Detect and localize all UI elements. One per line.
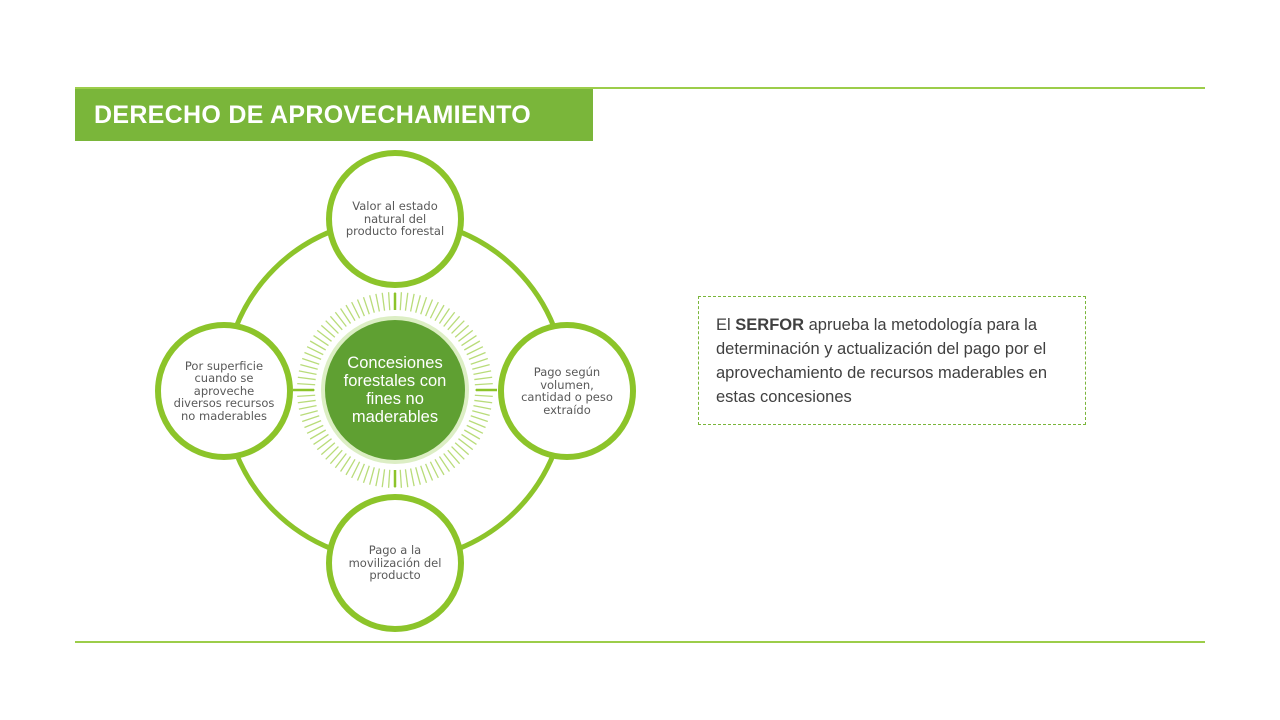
sunburst-tick <box>376 294 380 312</box>
sunburst-tick <box>405 293 407 311</box>
sunburst-tick <box>382 469 384 487</box>
sunburst-tick <box>304 421 321 428</box>
sunburst-tick <box>302 358 319 364</box>
sunburst-tick <box>416 295 421 312</box>
sunburst-tick <box>299 406 317 410</box>
center-circle <box>325 320 465 460</box>
sunburst-tick <box>300 365 317 370</box>
sunburst-tick <box>474 377 492 379</box>
sunburst-tick <box>298 377 316 379</box>
sunburst-tick <box>363 466 369 483</box>
note-box <box>698 296 1086 425</box>
sunburst-tick <box>469 352 486 359</box>
sunburst-tick <box>475 395 493 396</box>
sunburst-tick <box>357 299 364 316</box>
sunburst-tick <box>411 294 415 312</box>
center-label: Concesiones forestales con fines no maderables <box>343 354 447 426</box>
sunburst-tick <box>471 416 488 422</box>
sunburst-tick <box>382 293 384 311</box>
sunburst-tick <box>400 470 401 488</box>
sunburst-tick <box>472 365 489 370</box>
sunburst-tick <box>299 371 317 375</box>
note-text <box>716 313 1075 409</box>
sunburst-tick <box>389 470 390 488</box>
node-left-label: Por superficie cuando se aproveche diversos recursos no maderables <box>173 358 275 423</box>
sunburst-tick <box>400 292 401 310</box>
sunburst-tick <box>416 467 421 484</box>
sunburst-tick <box>475 384 493 385</box>
sunburst-tick <box>473 371 491 375</box>
sunburst-tick <box>302 416 319 422</box>
page-title: DERECHO DE APROVECHAMIENTO <box>94 100 532 129</box>
sunburst-tick <box>389 292 390 310</box>
node-right-label: Pago según volumen, cantidad o peso extraído <box>521 365 613 417</box>
sunburst-tick <box>297 395 315 396</box>
sunburst-tick <box>421 297 427 314</box>
node-bottom-label: Pago a la movilización del producto <box>348 543 442 583</box>
sunburst-tick <box>357 464 364 481</box>
sunburst-tick <box>426 464 433 481</box>
sunburst-tick <box>304 352 321 359</box>
sunburst-tick <box>473 406 491 410</box>
sunburst-tick <box>405 469 407 487</box>
sunburst-tick <box>474 400 492 402</box>
title-banner <box>75 89 593 141</box>
sunburst-tick <box>300 411 317 416</box>
node-left <box>155 322 293 460</box>
node-top <box>326 150 464 288</box>
node-bottom <box>326 494 464 632</box>
sunburst-tick <box>471 358 488 364</box>
note-text-pre: El <box>716 316 736 334</box>
sunburst-tick <box>363 297 369 314</box>
cycle-diagram <box>140 140 660 640</box>
node-right <box>498 322 636 460</box>
sunburst-tick <box>469 421 486 428</box>
sunburst-tick <box>426 299 433 316</box>
sunburst-tick <box>370 295 375 312</box>
sunburst-tick <box>376 468 380 486</box>
note-text-post: aprueba la metodología para la determinación y actualización del pago por el aprovechamiento de recursos maderables en estas concesiones <box>716 316 1048 406</box>
sunburst-tick <box>298 400 316 402</box>
sunburst-tick <box>421 466 427 483</box>
sunburst-tick <box>411 468 415 486</box>
node-top-label: Valor al estado natural del producto forestal <box>345 199 445 239</box>
sunburst-tick <box>472 411 489 416</box>
sunburst-tick <box>370 467 375 484</box>
bottom-rule <box>75 641 1205 643</box>
note-text-bold: SERFOR <box>735 316 805 334</box>
sunburst-tick <box>297 384 315 385</box>
